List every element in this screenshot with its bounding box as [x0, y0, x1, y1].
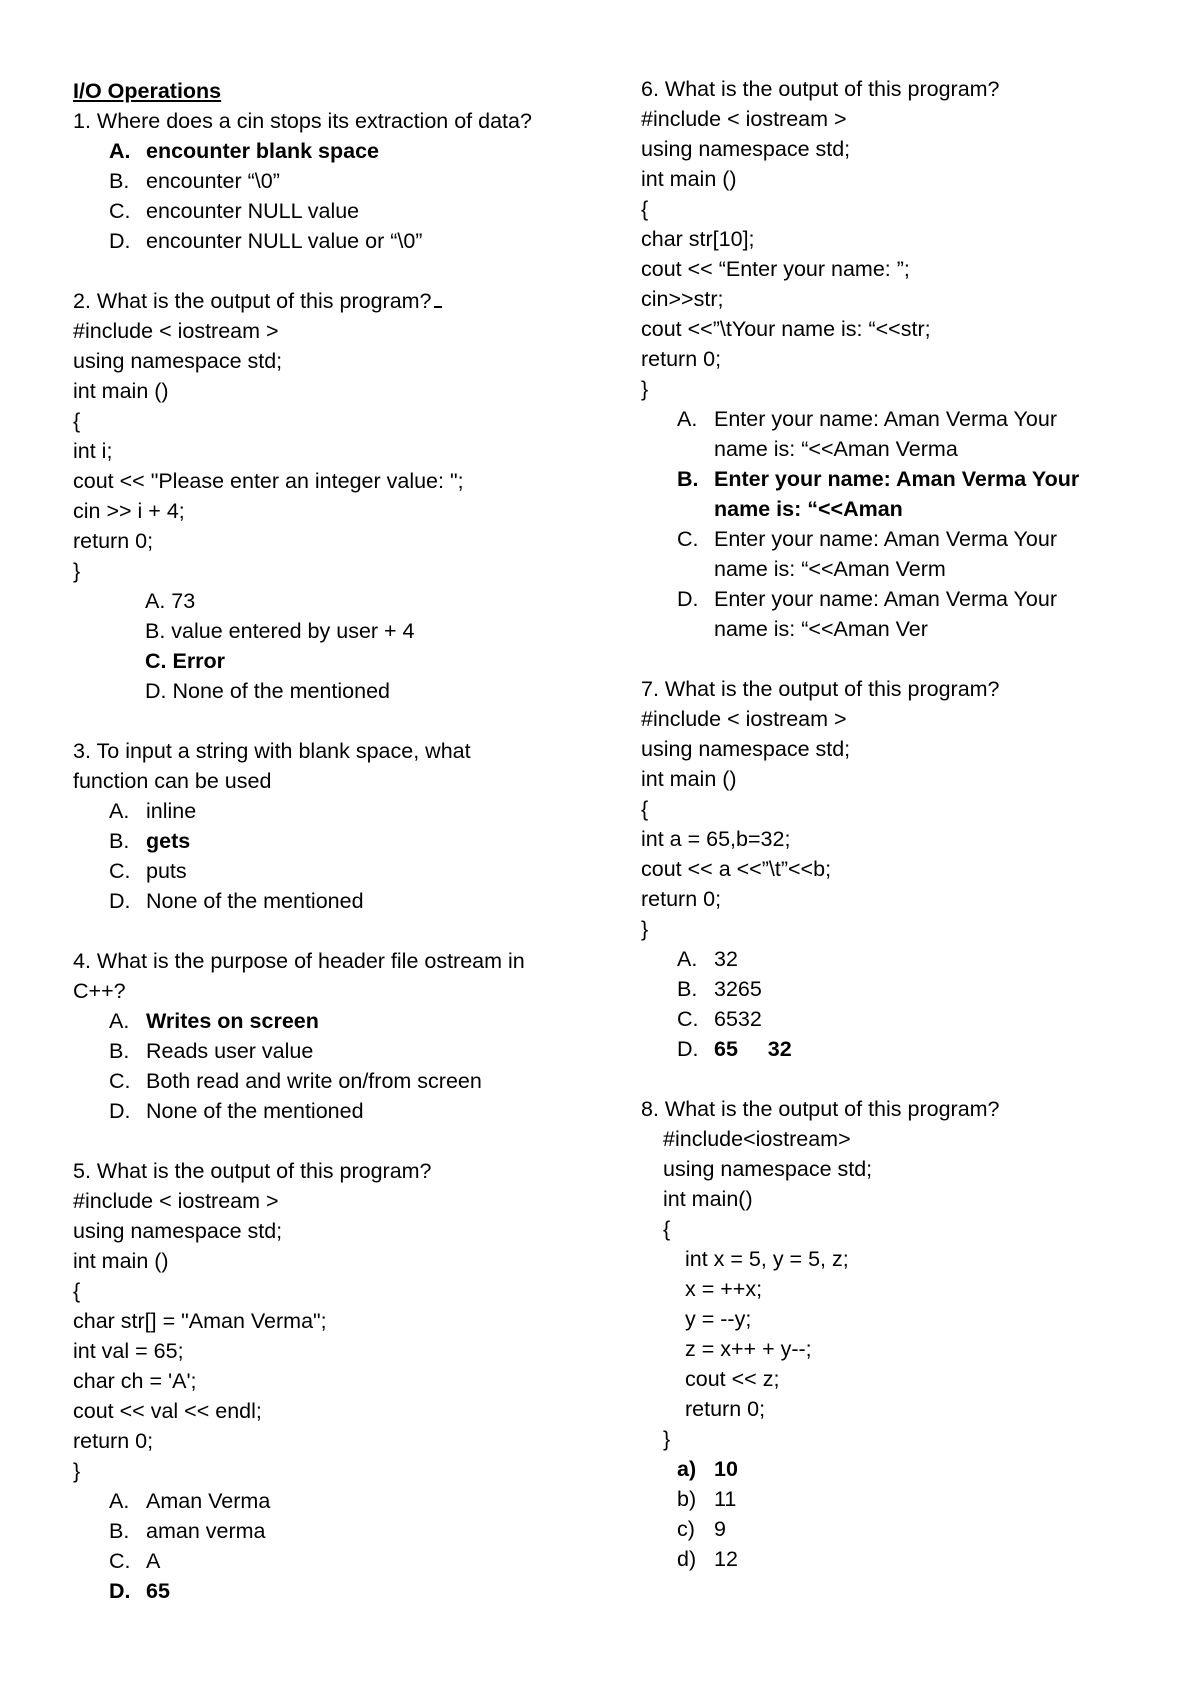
q7-option-a: A. 32 [677, 947, 738, 971]
q2-code-line: int i; [73, 439, 113, 463]
q3-option-c: C. puts [109, 859, 187, 883]
q5-code-line: int val = 65; [73, 1339, 184, 1363]
q5-code-line: char str[] = "Aman Verma"; [73, 1309, 327, 1333]
q2-question: 2. What is the output of this program? [73, 286, 573, 316]
q5-option-a: A. Aman Verma [109, 1489, 271, 1513]
q5-code-line: cout << val << endl; [73, 1399, 262, 1423]
q6-option-d: D. Enter your name: Aman Verma Your [677, 587, 1058, 611]
q6-option-a: A. Enter your name: Aman Verma Your [677, 407, 1058, 431]
q7-code-line: #include < iostream > [641, 707, 847, 731]
q2-code-line: return 0; [73, 529, 154, 553]
q8-code-line: return 0; [685, 1397, 766, 1421]
q6-code-line: return 0; [641, 347, 722, 371]
q7-code-line: int a = 65,b=32; [641, 827, 791, 851]
q2-code-line: int main () [73, 379, 169, 403]
q8-option-a: a) 10 [677, 1457, 738, 1481]
q6-code-line: using namespace std; [641, 137, 851, 161]
q8-code-line: z = x++ + y--; [685, 1337, 812, 1361]
q2-code-line: cout << "Please enter an integer value: "; [73, 469, 464, 493]
q6-code-line: { [641, 197, 649, 221]
q6-option-b-cont: name is: “<<Aman [714, 497, 903, 521]
q5-code-line: using namespace std; [73, 1219, 283, 1243]
q5-code-line: } [73, 1459, 81, 1483]
q5-code-line: return 0; [73, 1429, 154, 1453]
q1-option-c: C. encounter NULL value [109, 199, 360, 223]
q5-code-line: int main () [73, 1249, 169, 1273]
q8-code-line: int main() [663, 1187, 753, 1211]
q7-option-d: D. 65 32 [677, 1037, 792, 1061]
q7-code-line: int main () [641, 767, 737, 791]
q1-question: 1. Where does a cin stops its extraction of data? [73, 109, 532, 133]
q2-code-line: using namespace std; [73, 349, 283, 373]
q6-code-line: cout <<”\tYour name is: “<<str; [641, 317, 931, 341]
q8-option-d: d) 12 [677, 1547, 738, 1571]
q6-code-line: cout << “Enter your name: ”; [641, 257, 910, 281]
q8-question: 8. What is the output of this program? [641, 1097, 1000, 1121]
q3-option-d: D. None of the mentioned [109, 889, 364, 913]
right-column [641, 74, 1101, 1574]
q7-code-line: using namespace std; [641, 737, 851, 761]
q8-code-line: } [663, 1427, 671, 1451]
q8-code-line: x = ++x; [685, 1277, 763, 1301]
q1-option-b: B. encounter “\0” [109, 169, 280, 193]
q6-code-line: char str[10]; [641, 227, 755, 251]
q7-code-line: { [641, 797, 649, 821]
q7-code-line: return 0; [641, 887, 722, 911]
q4-question-line2: C++? [73, 979, 126, 1003]
q7-code-line: cout << a <<”\t”<<b; [641, 857, 832, 881]
q7-question: 7. What is the output of this program? [641, 677, 1000, 701]
q2-option-d: D. None of the mentioned [145, 679, 391, 703]
q3-question-line2: function can be used [73, 769, 272, 793]
q6-option-c-cont: name is: “<<Aman Verm [714, 557, 946, 581]
q5-code-line: { [73, 1279, 81, 1303]
q6-code-line: #include < iostream > [641, 107, 847, 131]
q3-option-a: A. inline [109, 799, 197, 823]
q8-code-line: y = --y; [685, 1307, 752, 1331]
q4-option-b: B. Reads user value [109, 1039, 314, 1063]
q8-code-line: int x = 5, y = 5, z; [685, 1247, 849, 1271]
q2-option-b: B. value entered by user + 4 [145, 619, 415, 643]
q5-question: 5. What is the output of this program? [73, 1159, 432, 1183]
q5-option-b: B. aman verma [109, 1519, 266, 1543]
q2-option-a: A. 73 [145, 589, 196, 613]
q8-code-line: #include<iostream> [663, 1127, 851, 1151]
q6-option-a-cont: name is: “<<Aman Verma [714, 437, 958, 461]
q5-option-d: D. 65 [109, 1579, 170, 1603]
q3-option-b: B. gets [109, 829, 191, 853]
q8-option-b: b) 11 [677, 1487, 737, 1511]
q6-option-b: B. Enter your name: Aman Verma Your [677, 467, 1080, 491]
q6-option-c: C. Enter your name: Aman Verma Your [677, 527, 1058, 551]
q2-code-line: #include < iostream > [73, 319, 279, 343]
text-cursor-icon [434, 292, 442, 308]
q6-code-line: } [641, 377, 649, 401]
q4-option-a: A. Writes on screen [109, 1009, 319, 1033]
left-column [73, 76, 573, 1606]
page-title: I/O Operations [73, 79, 222, 103]
q7-option-c: C. 6532 [677, 1007, 762, 1031]
q2-code-line: cin >> i + 4; [73, 499, 185, 523]
q3-question-line1: 3. To input a string with blank space, what [73, 739, 471, 763]
q6-code-line: int main () [641, 167, 737, 191]
q5-code-line: #include < iostream > [73, 1189, 279, 1213]
q7-option-b: B. 3265 [677, 977, 762, 1001]
q6-option-d-cont: name is: “<<Aman Ver [714, 617, 928, 641]
q6-question: 6. What is the output of this program? [641, 77, 1000, 101]
q8-code-line: using namespace std; [663, 1157, 873, 1181]
q5-code-line: char ch = 'A'; [73, 1369, 197, 1393]
q8-code-line: { [663, 1217, 671, 1241]
q8-code-line: cout << z; [685, 1367, 780, 1391]
q2-code-line: } [73, 559, 81, 583]
q4-option-d: D. None of the mentioned [109, 1099, 364, 1123]
q4-question-line1: 4. What is the purpose of header file ostream in [73, 949, 525, 973]
q5-option-c: C. A [109, 1549, 161, 1573]
q7-code-line: } [641, 917, 649, 941]
q6-code-line: cin>>str; [641, 287, 724, 311]
q4-option-c: C. Both read and write on/from screen [109, 1069, 482, 1093]
q2-option-c: C. Error [145, 649, 226, 673]
q2-code-line: { [73, 409, 81, 433]
q1-option-a: A. encounter blank space [109, 139, 379, 163]
q1-option-d: D. encounter NULL value or “\0” [109, 229, 423, 253]
q8-option-c: c) 9 [677, 1517, 726, 1541]
